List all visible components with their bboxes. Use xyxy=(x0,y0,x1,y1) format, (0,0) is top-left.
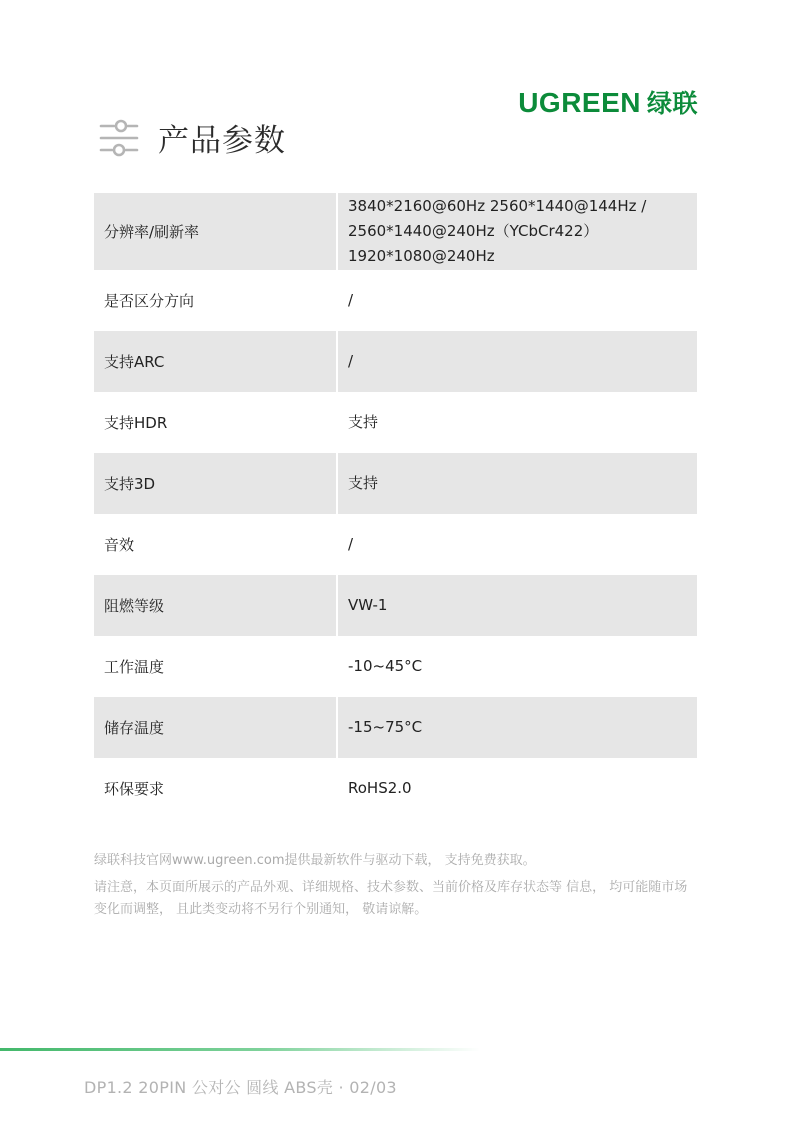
spec-row xyxy=(94,331,697,392)
footer-divider xyxy=(0,1048,480,1051)
spec-row xyxy=(94,193,697,270)
brand-name-cn: 绿联 xyxy=(646,89,698,118)
settings-sliders-icon xyxy=(98,117,140,159)
spec-value: / xyxy=(337,514,697,575)
brand-name-en: UGREEN xyxy=(518,87,641,118)
spec-label: 储存温度 xyxy=(94,697,337,758)
spec-label: 分辨率/刷新率 xyxy=(94,193,337,270)
spec-row xyxy=(94,270,697,331)
spec-row xyxy=(94,758,697,819)
spec-row xyxy=(94,453,697,514)
notes xyxy=(94,850,694,926)
spec-value: -10~45°C xyxy=(337,636,697,697)
spec-label: 阻燃等级 xyxy=(94,575,337,636)
spec-value: / xyxy=(337,331,697,392)
spec-label: 环保要求 xyxy=(104,780,165,798)
spec-table xyxy=(94,193,697,819)
spec-value: RoHS2.0 xyxy=(337,758,697,819)
spec-value: VW-1 xyxy=(337,575,697,636)
download-note: 绿联科技官网www.ugreen.com提供最新软件与驱动下载， 支持免费获取。 xyxy=(94,853,536,868)
spec-value: -15~75°C xyxy=(337,697,697,758)
spec-row xyxy=(94,636,697,697)
spec-label: 支持ARC xyxy=(94,331,337,392)
spec-label: 是否区分方向 xyxy=(104,292,195,310)
spec-label: 支持HDR xyxy=(104,414,168,432)
spec-row xyxy=(94,392,697,453)
spec-value: 3840*2160@60Hz 2560*1440@144Hz / 2560*1440@240Hz（YCbCr422） 1920*1080@240Hz xyxy=(337,193,697,270)
spec-row xyxy=(94,575,697,636)
section-header xyxy=(98,115,286,160)
brand-logo xyxy=(518,84,698,120)
disclaimer-note: 请注意，本页面所展示的产品外观、详细规格、技术参数、当前价格及库存状态等 信息， 均可能随市场变化而调整， 且此类变动将不另行个别通知， 敬请谅解。 xyxy=(94,880,688,917)
section-title: 产品参数 xyxy=(158,123,286,159)
spec-label: 支持3D xyxy=(94,453,337,514)
footer-page-info: DP1.2 20PIN 公对公 圆线 ABS壳 · 02/03 xyxy=(84,1078,397,1097)
spec-value: 支持 xyxy=(337,392,697,453)
spec-row xyxy=(94,514,697,575)
spec-row xyxy=(94,697,697,758)
spec-value: / xyxy=(337,270,697,331)
spec-value: 支持 xyxy=(337,453,697,514)
spec-label: 音效 xyxy=(104,536,135,554)
spec-label: 工作温度 xyxy=(104,658,165,676)
